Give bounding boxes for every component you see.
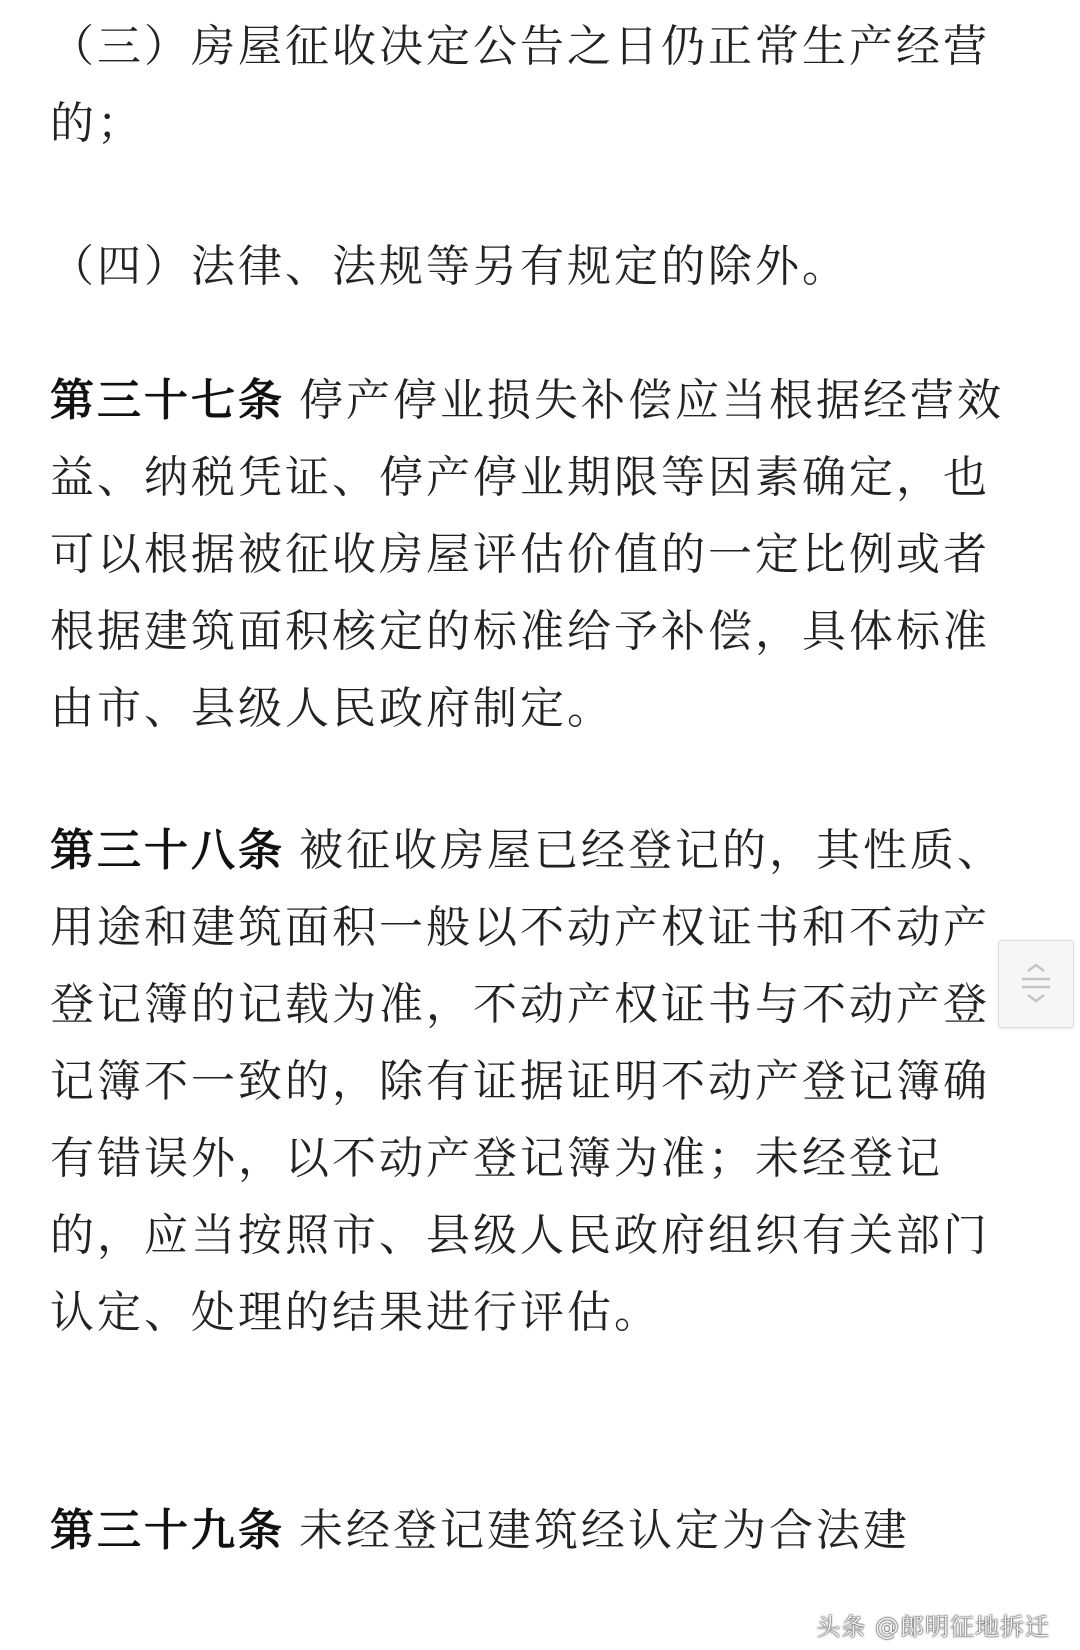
- article-37-text: 停产停业损失补偿应当根据经营效益、纳税凭证、停产停业期限等因素确定，也可以根据被征收房屋评估价值的一定比例或者根据建筑面积核定的标准给予补偿，具体标准由市、县级人民政府制定。: [50, 375, 1004, 734]
- article-37-number: 第三十七条: [50, 375, 285, 426]
- scroll-handle-icon: [1016, 963, 1056, 1005]
- scroll-handle[interactable]: [998, 940, 1074, 1028]
- article-39-text: 未经登记建筑经认定为合法建: [299, 1505, 910, 1556]
- article-37: [50, 362, 1030, 747]
- article-38: [50, 812, 1030, 1351]
- clause-item-3: （三）房屋征收决定公告之日仍正常生产经营的；: [50, 21, 990, 149]
- article-39-number: 第三十九条: [50, 1505, 285, 1556]
- article-38-text: 被征收房屋已经登记的，其性质、用途和建筑面积一般以不动产权证书和不动产登记簿的记载为准，不动产权证书与不动产登记簿不一致的，除有证据证明不动产登记簿确有错误外，以不动产登记簿为准；未经登记的，应当按照市、县级人民政府组织有关部门认定、处理的结果进行评估。: [50, 825, 1004, 1338]
- article-39: [50, 1492, 1030, 1569]
- clause-item-4: （四）法律、法规等另有规定的除外。: [50, 241, 849, 292]
- article-38-number: 第三十八条: [50, 825, 285, 876]
- watermark: 头条 @郎明征地拆迁: [816, 1613, 1050, 1641]
